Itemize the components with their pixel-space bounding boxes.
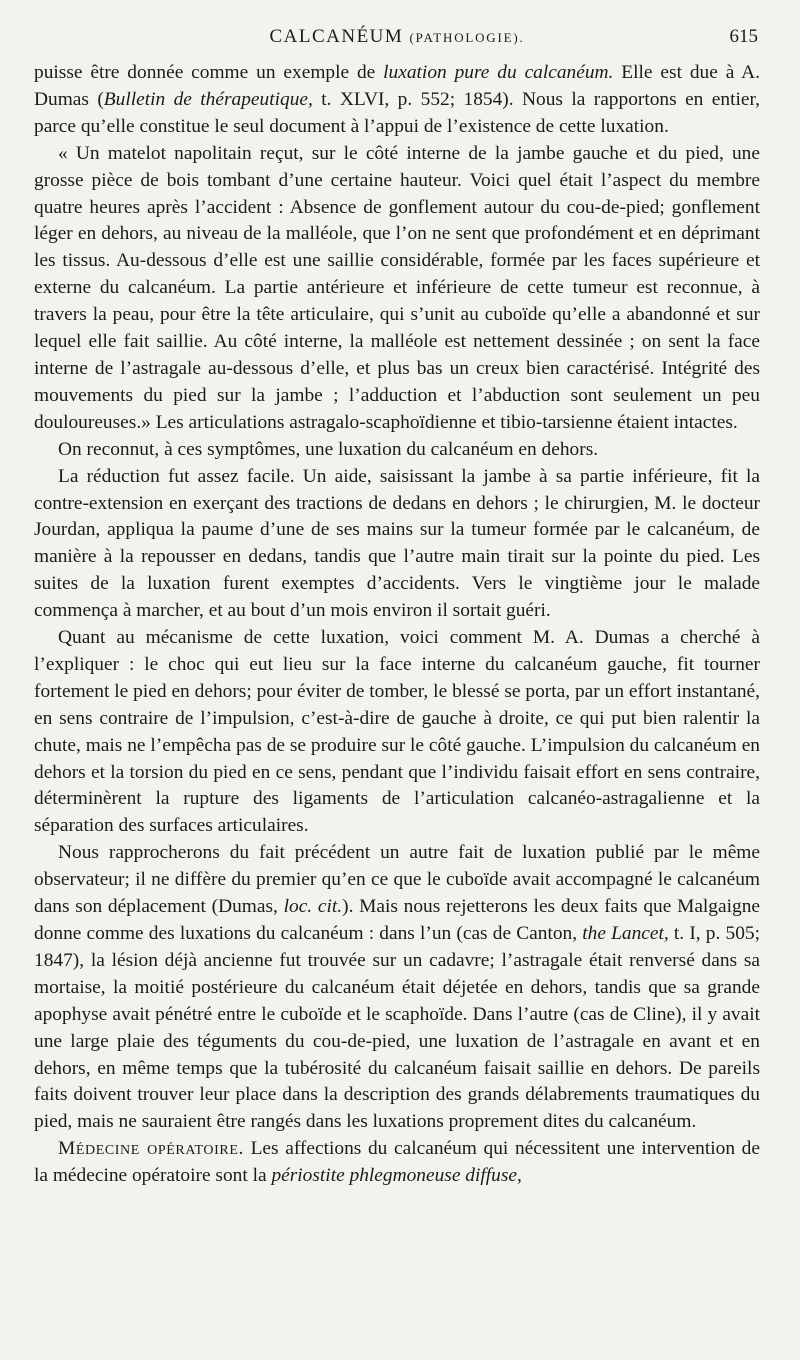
running-title bbox=[269, 26, 524, 48]
paragraph bbox=[34, 1136, 760, 1190]
text-segment: t. I, p. 505; 1847), la lésion déjà ancienne fut trouvée sur un cadavre; l’astragale était renversé dans sa mortaise, la moitié postérieure du calcanéum était déjetée en dehors, tandis que sa grande apophyse avait pénétré entre le cuboïde et le scaphoïde. Dans l’autre (cas de Cline), il y avait une large plaie des téguments du cou-de-pied, une luxation de l’astragale en avant et en dehors, en même temps que la tubérosité du calcanéum faisait saillie en dehors. De pareils faits doivent trouver leur place dans la description des grands délabrements traumatiques du pied, mais ne sauraient être rangés dans les luxations proprement dites du calcanéum. bbox=[34, 923, 760, 1133]
body-text bbox=[34, 60, 760, 1190]
paragraph bbox=[34, 60, 760, 141]
text-segment: ). Mais nous rejetterons les deux faits que Malgaigne donne comme des luxations du calcanéum : dans l’un (cas de Canton, bbox=[34, 896, 760, 944]
text-segment: Les affections du calcanéum qui nécessitent une intervention de la médecine opératoire sont la bbox=[34, 1138, 760, 1187]
text-segment: Elle est due à A. Dumas ( bbox=[34, 62, 760, 110]
italic-text: Bulletin de thérapeutique, bbox=[103, 88, 313, 110]
text-segment: puisse être donnée comme un exemple de bbox=[34, 62, 384, 83]
paragraph bbox=[34, 141, 760, 437]
text-segment: Quant au mécanisme de cette luxation, voici comment M. A. Dumas a cherché à l’expliquer : le choc qui eut lieu sur la face interne du calcanéum gauche, fit tourner fortement le pied en dehors; pour éviter de tomber, le blessé se porta, par un effort instantané, en sens contraire de l’impulsion, c’est-à-dire de gauche à droite, ce qui put bien ralentir la chute, mais ne l’empêcha pas de se produire sur le côté gauche. L’impulsion du calcanéum en dehors et la torsion du pied en ce sens, pendant que l’individu faisait effort en sens contraire, déterminèrent la rupture des ligaments de l’articulation calcanéo-astragalienne et la séparation des surfaces articulaires. bbox=[34, 627, 760, 837]
page-number: 615 bbox=[729, 26, 758, 47]
italic-text: luxation pure du calcanéum. bbox=[383, 62, 614, 83]
paragraph bbox=[34, 464, 760, 625]
running-title-main: CALCANÉUM bbox=[269, 26, 404, 47]
italic-text: périostite phlegmoneuse diffuse, bbox=[271, 1165, 522, 1187]
paragraph bbox=[34, 437, 760, 464]
text-segment: t. XLVI, p. 552; 1854). Nous la rapportons en entier, parce qu’elle constitue le seul document à l’appui de l’existence de cette luxation. bbox=[34, 88, 760, 137]
running-title-subtitle: (PATHOLOGIE). bbox=[409, 30, 525, 45]
text-segment: On reconnut, à ces symptômes, une luxation du calcanéum en dehors. bbox=[58, 438, 599, 460]
italic-text: the Lancet, bbox=[582, 923, 669, 944]
section-heading: Médecine opératoire. bbox=[58, 1138, 244, 1160]
paragraph bbox=[34, 625, 760, 840]
text-segment: « Un matelot napolitain reçut, sur le côté interne de la jambe gauche et du pied, une grosse pièce de bois tombant d’une certaine hauteur. Voici quel était l’aspect du membre quatre heures après l’accident : Absence de gonflement autour du cou-de-pied; gonflement léger en dehors, au niveau de la malléole, que l’on ne sent que profondément et en déprimant les tissus. Au-dessous d’elle est une saillie considérable, formée par les faces supérieure et externe du calcanéum. La partie antérieure et inférieure de cette tumeur est reconnue, à travers la peau, pour être la tête articulaire, qui s’unit au cuboïde qu’elle a abandonné et sur lequel elle fait saillie. Au côté interne, la malléole est nettement dessinée ; on sent la face interne de l’astragale au-dessous d’elle, et plus bas un creux bien caractérisé. Intégrité des mouvements du pied sur la jambe ; l’adduction et l’abduction sont seulement un peu douloureuses.» Les articulations astragalo-scaphoïdienne et tibio-tarsienne étaient intactes. bbox=[34, 142, 760, 433]
running-header bbox=[34, 26, 760, 60]
italic-text: loc. cit. bbox=[283, 896, 343, 918]
text-segment: La réduction fut assez facile. Un aide, saisissant la jambe à sa partie inférieure, fit la contre-extension en exerçant des tractions de dedans en dehors ; le chirurgien, M. le docteur Jourdan, appliqua la paume d’une de ses mains sur la tumeur formée par le calcanéum, de manière à la repousser en dedans, tandis que l’autre main tirait sur la pointe du pied. Les suites de la luxation furent exemptes d’accidents. Vers le vingtième jour le malade commença à marcher, et au bout d’un mois environ il sortait guéri. bbox=[34, 465, 760, 622]
paragraph bbox=[34, 840, 760, 1136]
text-segment: Nous rapprocherons du fait précédent un autre fait de luxation publié par le même observateur; il ne diffère du premier qu’en ce que le cuboïde avait accompagné le calcanéum dans son déplacement (Dumas, bbox=[34, 842, 760, 918]
